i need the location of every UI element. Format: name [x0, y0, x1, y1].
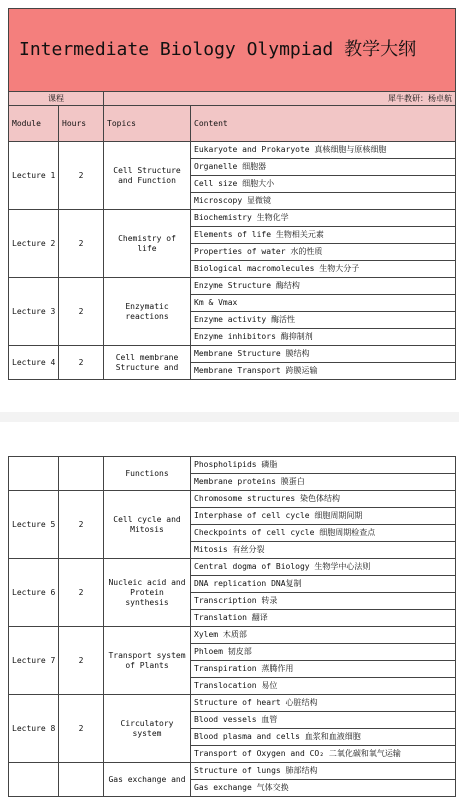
table-row — [9, 627, 456, 644]
topic-cell: Enzymatic reactions — [104, 278, 191, 346]
topic-cell: Nucleic acid and Protein synthesis — [104, 559, 191, 627]
course-label: 课程 — [9, 92, 104, 106]
table-row — [9, 346, 456, 363]
topic-cell: Gas exchange and — [104, 763, 191, 797]
content-cell: Organelle 细胞器 — [191, 159, 456, 176]
content-cell: Transport of Oxygen and CO₂ 二氧化碳和氧气运输 — [191, 746, 456, 763]
content-cell: Membrane Structure 膜结构 — [191, 346, 456, 363]
page-2 — [8, 456, 456, 797]
content-cell: Translocation 易位 — [191, 678, 456, 695]
content-cell: Properties of water 水的性质 — [191, 244, 456, 261]
table-row — [9, 559, 456, 576]
header-content: Content — [191, 106, 456, 142]
content-cell: Microscopy 显微镜 — [191, 193, 456, 210]
topic-cell: Circulatory system — [104, 695, 191, 763]
content-cell: Eukaryote and Prokaryote 真核细胞与原核细胞 — [191, 142, 456, 159]
hours-cell: 2 — [59, 142, 104, 210]
hours-cell: 2 — [59, 278, 104, 346]
content-cell: Chromosome structures 染色体结构 — [191, 491, 456, 508]
topic-cell: Cell membrane Structure and — [104, 346, 191, 380]
content-cell: Interphase of cell cycle 细胞周期间期 — [191, 508, 456, 525]
table-row — [9, 278, 456, 295]
table-row — [9, 210, 456, 227]
content-cell: Km & Vmax — [191, 295, 456, 312]
table-row — [9, 142, 456, 159]
module-cell: Lecture 4 — [9, 346, 59, 380]
hours-cell — [59, 763, 104, 797]
content-cell: Translation 翻译 — [191, 610, 456, 627]
content-cell: Membrane proteins 膜蛋白 — [191, 474, 456, 491]
content-cell: Phospholipids 磷脂 — [191, 457, 456, 474]
content-cell: Blood plasma and cells 血浆和血液细胞 — [191, 729, 456, 746]
table-row — [9, 695, 456, 712]
module-cell: Lecture 8 — [9, 695, 59, 763]
content-cell: Phloem 韧皮部 — [191, 644, 456, 661]
topic-cell: Functions — [104, 457, 191, 491]
content-cell: Membrane Transport 跨膜运输 — [191, 363, 456, 380]
content-cell: Structure of lungs 肺部结构 — [191, 763, 456, 780]
module-cell: Lecture 5 — [9, 491, 59, 559]
content-cell: Structure of heart 心脏结构 — [191, 695, 456, 712]
content-cell: DNA replication DNA复制 — [191, 576, 456, 593]
content-cell: Biochemistry 生物化学 — [191, 210, 456, 227]
module-cell: Lecture 6 — [9, 559, 59, 627]
topic-cell: Transport system of Plants — [104, 627, 191, 695]
hours-cell: 2 — [59, 491, 104, 559]
content-cell: Central dogma of Biology 生物学中心法则 — [191, 559, 456, 576]
author-label: 犀牛教研：杨卓航 — [104, 92, 456, 106]
page-1 — [8, 8, 456, 380]
hours-cell: 2 — [59, 695, 104, 763]
hours-cell: 2 — [59, 627, 104, 695]
content-cell: Cell size 细胞大小 — [191, 176, 456, 193]
topic-cell: Cell Structure and Function — [104, 142, 191, 210]
topic-cell: Cell cycle and Mitosis — [104, 491, 191, 559]
module-cell: Lecture 7 — [9, 627, 59, 695]
module-cell: Lecture 2 — [9, 210, 59, 278]
header-module: Module — [9, 106, 59, 142]
content-cell: Enzyme Structure 酶结构 — [191, 278, 456, 295]
header-topics: Topics — [104, 106, 191, 142]
content-cell: Gas exchange 气体交换 — [191, 780, 456, 797]
table-row — [9, 763, 456, 780]
header-hours: Hours — [59, 106, 104, 142]
hours-cell — [59, 457, 104, 491]
module-cell: Lecture 1 — [9, 142, 59, 210]
content-cell: Xylem 木质部 — [191, 627, 456, 644]
module-cell: Lecture 3 — [9, 278, 59, 346]
content-cell: Transcription 转录 — [191, 593, 456, 610]
content-cell: Enzyme inhibitors 酶抑制剂 — [191, 329, 456, 346]
content-cell: Mitosis 有丝分裂 — [191, 542, 456, 559]
hours-cell: 2 — [59, 210, 104, 278]
hours-cell: 2 — [59, 559, 104, 627]
topic-cell: Chemistry of life — [104, 210, 191, 278]
hours-cell: 2 — [59, 346, 104, 380]
content-cell: Checkpoints of cell cycle 细胞周期检查点 — [191, 525, 456, 542]
page-break — [0, 412, 459, 422]
module-cell — [9, 763, 59, 797]
module-cell — [9, 457, 59, 491]
page-title: Intermediate Biology Olympiad 教学大纲 — [9, 9, 456, 92]
content-cell: Biological macromolecules 生物大分子 — [191, 261, 456, 278]
content-cell: Blood vessels 血管 — [191, 712, 456, 729]
content-cell: Transpiration 蒸腾作用 — [191, 661, 456, 678]
content-cell: Enzyme activity 酶活性 — [191, 312, 456, 329]
table-row — [9, 457, 456, 474]
content-cell: Elements of life 生物相关元素 — [191, 227, 456, 244]
table-row — [9, 491, 456, 508]
